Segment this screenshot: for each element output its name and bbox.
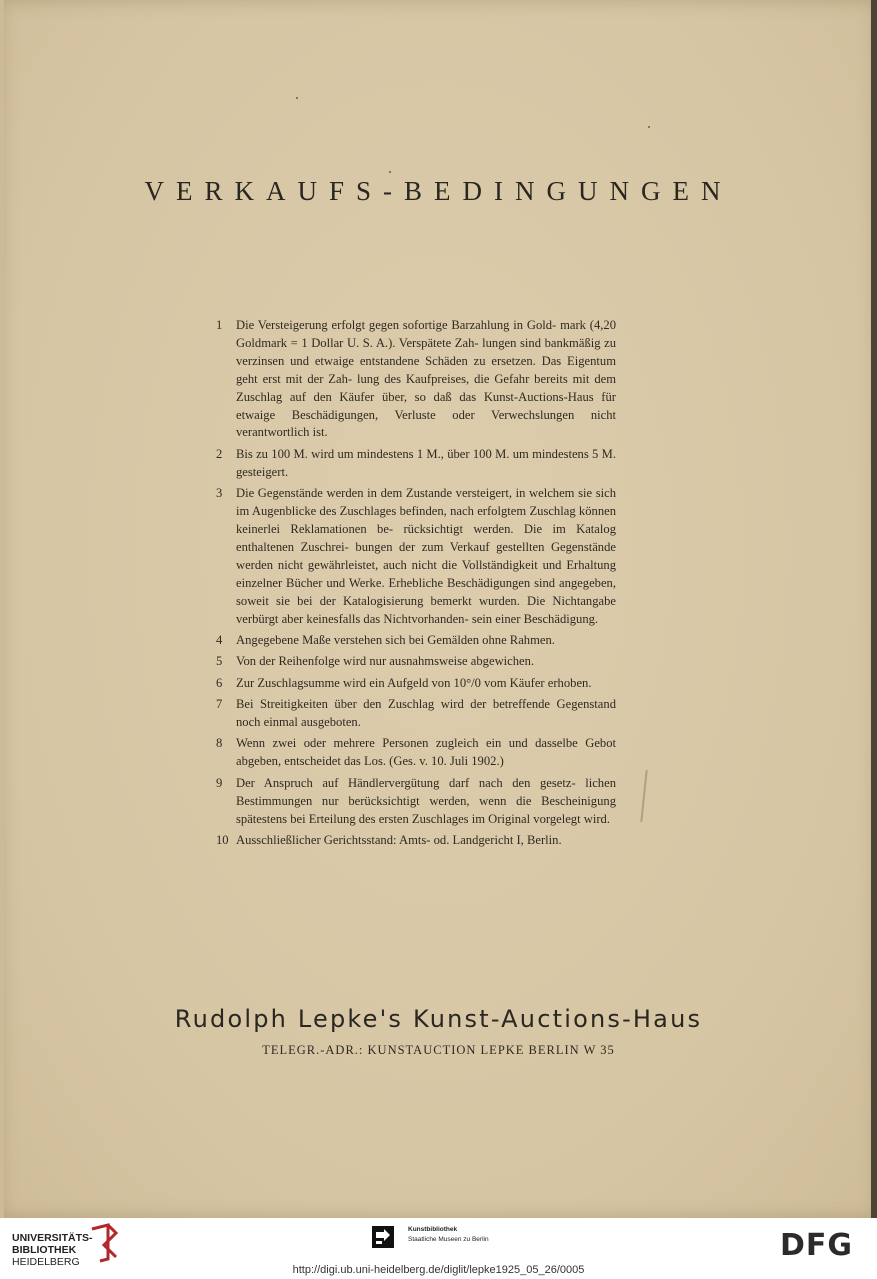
condition-text: Angegebene Maße verstehen sich bei Gemälden ohne Rahmen. bbox=[236, 632, 555, 647]
paper-speck bbox=[389, 171, 391, 173]
condition-number: 7 bbox=[216, 697, 223, 712]
paper-speck bbox=[648, 126, 650, 128]
condition-item bbox=[216, 832, 616, 850]
page-title: VERKAUFS-BEDINGUNGEN bbox=[144, 176, 733, 206]
partner-library-text bbox=[408, 1225, 489, 1245]
condition-item bbox=[216, 446, 616, 482]
condition-item bbox=[216, 775, 616, 829]
library-logo-text[interactable] bbox=[12, 1232, 93, 1268]
library-emblem-icon[interactable] bbox=[88, 1223, 120, 1263]
condition-number: 3 bbox=[216, 486, 223, 501]
partner-subtitle: Staatliche Museen zu Berlin bbox=[408, 1236, 489, 1243]
condition-number: 8 bbox=[216, 736, 223, 751]
condition-text: Ausschließlicher Gerichtsstand: Amts- od. Landgericht I, Berlin. bbox=[236, 832, 562, 847]
condition-text: Die Gegenstände werden in dem Zustande versteigert, in welchem sie sich im Augenblicke des Zuschlages befinden, nach erfolgtem Zuschlag können keinerlei Reklamationen be- rücksichtigt werden. Die im Katalog enthaltenen Zuschrei- bungen der zum Verkauf gestellten Gegenstände werden nicht gewährleistet, auch nicht die Vollständigkeit und Erhaltung einzelner Bücher und Werke. Erhebliche Beschädigungen sind angegeben, soweit sie bei der Katalogisierung bemerkt wurden. Die Nichtangabe verbürgt aber keinesfalls das Nichtvorhanden- sein einer Beschädigung. bbox=[236, 486, 616, 626]
condition-text: Von der Reihenfolge wird nur ausnahmsweise abgewichen. bbox=[236, 654, 535, 669]
partner-title: Kunstbibliothek bbox=[408, 1226, 458, 1233]
pencil-mark bbox=[640, 770, 647, 822]
condition-number: 2 bbox=[216, 446, 223, 461]
condition-number: 10 bbox=[216, 832, 229, 847]
kunstbibliothek-logo-icon[interactable] bbox=[372, 1226, 394, 1248]
condition-text: Der Anspruch auf Händlervergütung darf nach den gesetz- lichen Bestimmungen nur berücksichtigt werden, wenn die Bescheinigung spätestens bei Erteilung des ersten Zuschlages im Original vorgelegt wird. bbox=[236, 775, 616, 826]
condition-number: 4 bbox=[216, 632, 223, 647]
condition-item bbox=[216, 675, 616, 693]
library-name-line2: BIBLIOTHEK bbox=[12, 1244, 77, 1256]
library-name-line1: UNIVERSITÄTS- bbox=[12, 1232, 93, 1244]
telegram-address: TELEGR.-ADR.: KUNSTAUCTION LEPKE BERLIN W 35 bbox=[262, 1043, 615, 1057]
condition-text: Zur Zuschlagsumme wird ein Aufgeld von 10°/0 vom Käufer erhoben. bbox=[236, 675, 592, 690]
condition-item bbox=[216, 485, 616, 628]
dfg-logo[interactable]: DFG bbox=[780, 1228, 854, 1263]
conditions-list bbox=[216, 317, 616, 853]
auction-house-name: Rudolph Lepke's Kunst-Auctions-Haus bbox=[174, 1005, 703, 1033]
condition-item bbox=[216, 735, 616, 771]
condition-text: Die Versteigerung erfolgt gegen sofortige Barzahlung in Gold- mark (4,20 Goldmark = 1 Dollar U. S. A.). Verspätete Zah- lungen sind bankmäßig zu verzinsen und etwaige entstandene Schäden zu ersetzen. Das Eigentum geht erst mit der Zah- lung des Kaufpreises, die Gefahr bereits mit dem Zuschlag auf den Käufer über, so daß das Kunst-Auctions-Haus für etwaige Beschädigungen, Verluste oder Verwechslungen nicht verantwortlich ist. bbox=[236, 318, 616, 440]
condition-text: Bei Streitigkeiten über den Zuschlag wird der betreffende Gegenstand noch einmal ausgeboten. bbox=[236, 697, 616, 730]
condition-item bbox=[216, 317, 616, 442]
condition-item bbox=[216, 696, 616, 732]
condition-number: 6 bbox=[216, 675, 223, 690]
library-city: HEIDELBERG bbox=[12, 1256, 80, 1268]
condition-text: Wenn zwei oder mehrere Personen zugleich ein und dasselbe Gebot abgeben, entscheidet das Los. (Ges. v. 10. Juli 1902.) bbox=[236, 736, 616, 769]
condition-number: 5 bbox=[216, 654, 223, 669]
paper-speck bbox=[296, 97, 298, 99]
condition-item bbox=[216, 653, 616, 671]
condition-number: 1 bbox=[216, 318, 223, 332]
condition-item bbox=[216, 632, 616, 650]
condition-text: Bis zu 100 M. wird um mindestens 1 M., über 100 M. um mindestens 5 M. gesteigert. bbox=[236, 446, 616, 479]
permalink-url[interactable]: http://digi.ub.uni-heidelberg.de/diglit/lepke1925_05_26/0005 bbox=[292, 1264, 585, 1276]
condition-number: 9 bbox=[216, 775, 223, 790]
